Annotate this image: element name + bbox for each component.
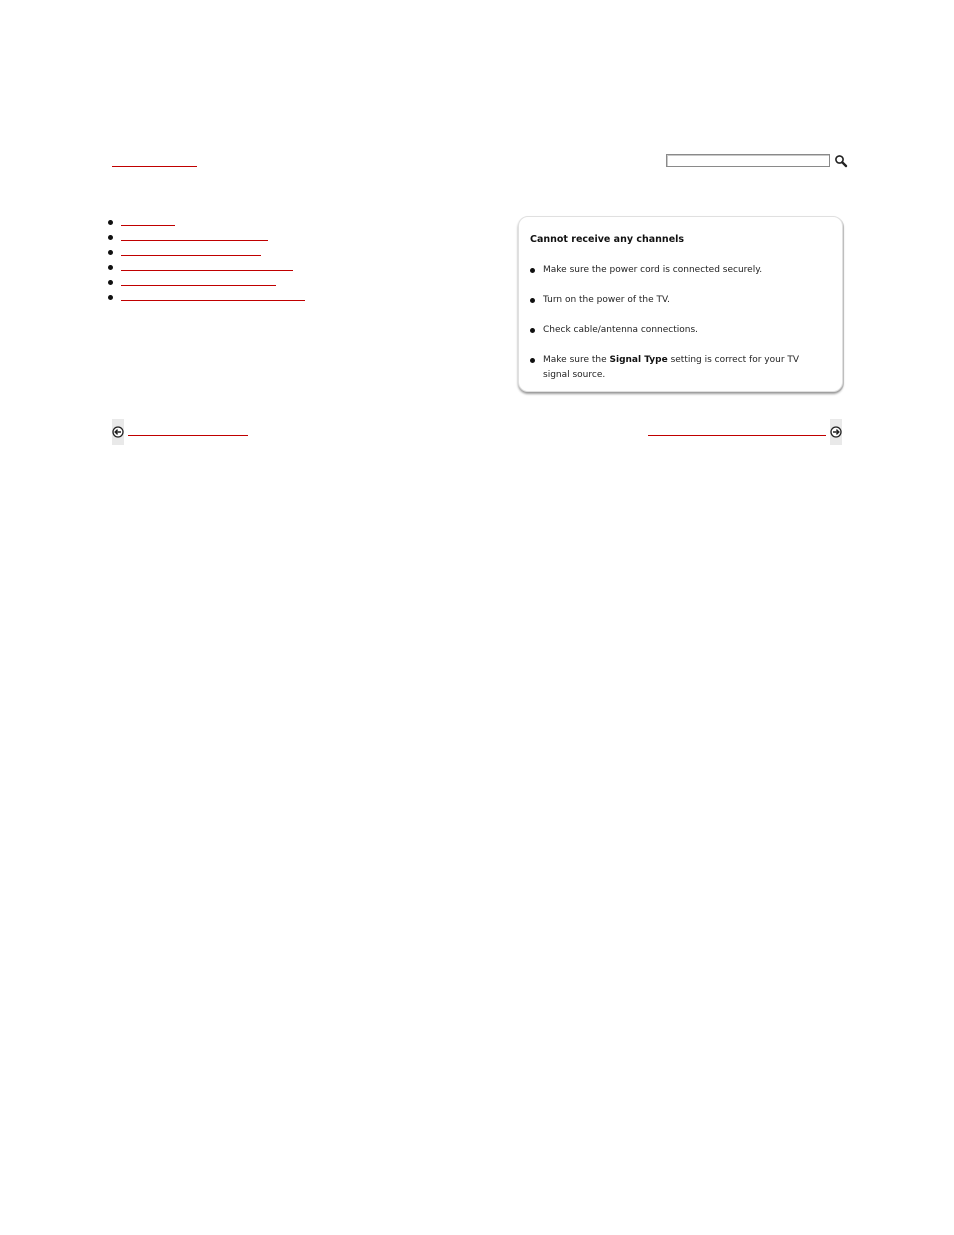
bullet [530, 358, 535, 363]
related-link[interactable] [121, 231, 268, 241]
bullet [108, 280, 113, 285]
bullet [108, 295, 113, 300]
search-input[interactable] [666, 154, 830, 167]
list-item [106, 276, 305, 291]
list-item [106, 231, 305, 246]
related-link[interactable] [121, 246, 261, 256]
magnifier-icon [834, 154, 848, 168]
card-title: Cannot receive any channels [530, 234, 685, 245]
prev-page-button[interactable] [112, 419, 124, 445]
checklist [530, 263, 820, 398]
list-item [106, 216, 305, 231]
related-link[interactable] [121, 216, 175, 226]
prev-page-link[interactable] [128, 428, 248, 436]
bullet [530, 298, 535, 303]
signal-type-label: Signal Type [609, 355, 668, 365]
related-link[interactable] [121, 261, 293, 271]
bullet [108, 250, 113, 255]
next-page-button[interactable] [830, 419, 842, 445]
bullet [108, 220, 113, 225]
checklist-item [530, 293, 820, 308]
bullet [108, 235, 113, 240]
search-button[interactable] [834, 153, 848, 167]
search-bar [666, 153, 848, 167]
next-page-link[interactable] [648, 428, 826, 436]
troubleshooting-card [518, 216, 843, 392]
list-item [106, 291, 305, 306]
checklist-item-text: Make sure the power cord is connected securely. [543, 265, 763, 275]
checklist-item-text-before: Make sure the [543, 355, 610, 365]
checklist-item [530, 323, 820, 338]
bullet [108, 265, 113, 270]
checklist-item [530, 353, 820, 383]
list-item [106, 246, 305, 261]
bullet [530, 268, 535, 273]
top-link[interactable] [112, 160, 197, 167]
bullet [530, 328, 535, 333]
checklist-item-text: Turn on the power of the TV. [543, 295, 670, 305]
arrow-right-circle-icon [830, 426, 842, 438]
list-item [106, 261, 305, 276]
related-link[interactable] [121, 276, 276, 286]
related-link[interactable] [121, 291, 305, 301]
arrow-left-circle-icon [112, 426, 124, 438]
checklist-item [530, 263, 820, 278]
checklist-item-text: Check cable/antenna connections. [543, 325, 698, 335]
checklist-item-text-after: setting is correct for your TV signal source. [543, 355, 800, 380]
related-links-list [106, 216, 305, 306]
